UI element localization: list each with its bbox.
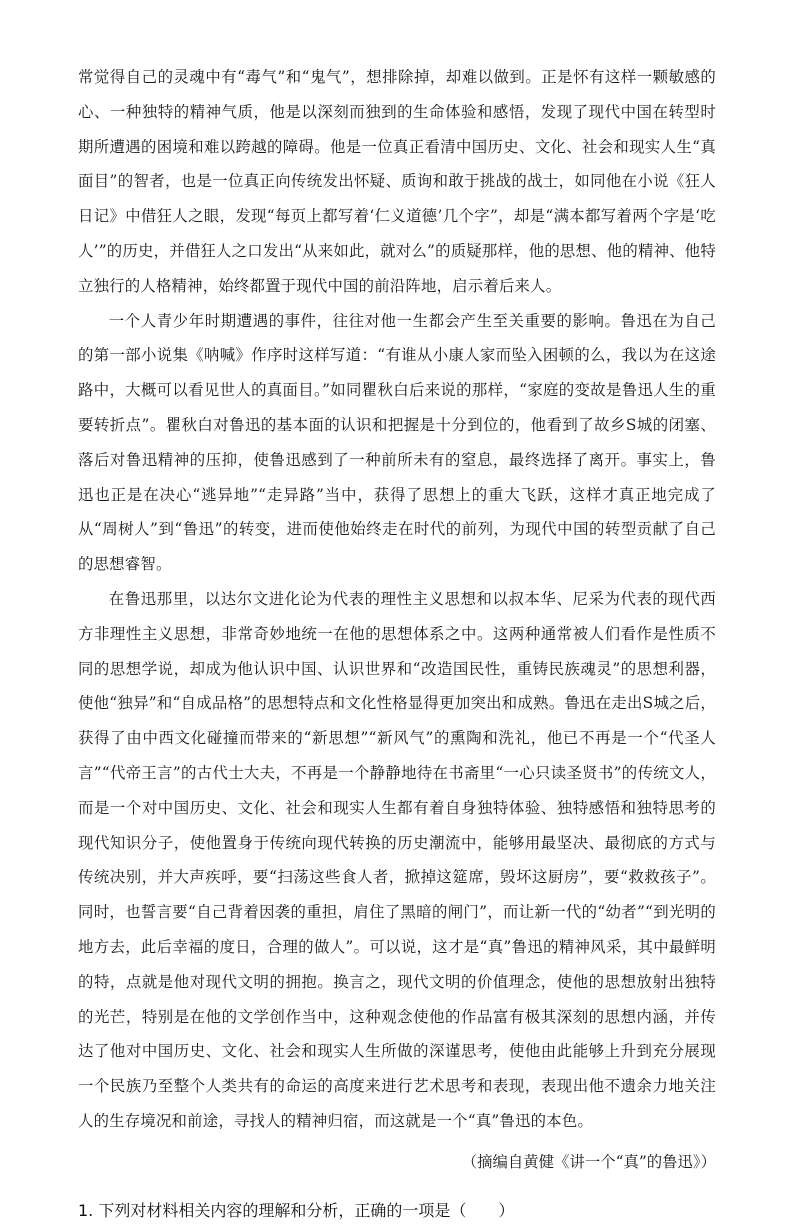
paragraph-2: 一个人青少年时期遭遇的事件，往往对他一生都会产生至关重要的影响。鲁迅在为自己的第一部小说集《呐喊》作序时这样写道：“有谁从小康人家而坠入困顿的么，我以为在这途路中，大概可以看见世人的真面目。”如同瞿秋白后来说的那样，“家庭的变故是鲁迅人生的重要转折点”。瞿秋白对鲁迅的基本面的认识和把握是十分到位的，他看到了故乡S城的闭塞、落后对鲁迅精神的压抑，使鲁迅感到了一种前所未有的窒息，最终选择了离开。事实上，鲁迅也正是在决心“逃异地”“走异路”当中，获得了思想上的重大飞跃，这样才真正地完成了从“周树人”到“鲁迅”的转变，进而使他始终走在时代的前列，为现代中国的转型贡献了自己的思想睿智。	[78, 311, 716, 574]
paragraph-1: 常觉得自己的灵魂中有“毒气”和“鬼气”，想排除掉，却难以做到。正是怀有这样一颗敏感的心、一种独特的精神气质，他是以深刻而独到的生命体验和感悟，发现了现代中国在转型时期所遭遇的困境和难以跨越的障碍。他是一位真正看清中国历史、文化、社会和现实人生“真面目”的智者，也是一位真正向传统发出怀疑、质询和敢于挑战的战士，如同他在小说《狂人日记》中借狂人之眼，发现“每页上都写着‘仁义道德’几个字”，却是“满本都写着两个字是‘吃人’”的历史，并借狂人之口发出“从来如此，就对么”的质疑那样，他的思想、他的精神、他特立独行的人格精神，始终都置于现代中国的前沿阵地，启示着后来人。	[78, 68, 716, 295]
source-citation: （摘编自黄健《讲一个“真”的鲁迅》）	[461, 1152, 716, 1171]
question-1: 1. 下列对材料相关内容的理解和分析，正确的一项是（ ）	[78, 1200, 515, 1220]
paragraph-3: 在鲁迅那里，以达尔文进化论为代表的理性主义思想和以叔本华、尼采为代表的现代西方非理性主义思想，非常奇妙地统一在他的思想体系之中。这两种通常被人们看作是性质不同的思想学说，却成为他认识中国、认识世界和“改造国民性，重铸民族魂灵”的思想利器，使他“独异”和“自成品格”的思想特点和文化性格显得更加突出和成熟。鲁迅在走出S城之后，获得了由中西文化碰撞而带来的“新思想”“新风气”的熏陶和洗礼，他已不再是一个“代圣人言”“代帝王言”的古代士大夫，不再是一个静静地待在书斋里“一心只读圣贤书”的传统文人，而是一个对中国历史、文化、社会和现实人生都有着自身独特体验、独特感悟和独特思考的现代知识分子，使他置身于传统向现代转换的历史潮流中，能够用最坚决、最彻底的方式与传统决别，并大声疾呼，要“扫荡这些食人者，掀掉这筵席，毁坏这厨房”，要“救救孩子”。同时，也誓言要“自己背着因袭的重担，肩住了黑暗的闸门”，而让新一代的“幼者”“到光明的地方去，此后幸福的度日，合理的做人”。可以说，这才是“真”鲁迅的精神风采，其中最鲜明的特，点就是他对现代文明的拥抱。换言之，现代文明的价值理念，使他的思想放射出独特的光芒，特别是在他的文学创作当中，这种观念使他的作品富有极其深刻的思想内涵，并传达了他对中国历史、文化、社会和现实人生所做的深谨思考，使他由此能够上升到充分展现一个民族乃至整个人类共有的命运的高度来进行艺术思考和表现，表现出他不遗余力地关注人的生存境况和前途，寻找人的精神归宿，而这就是一个“真”鲁迅的本色。	[78, 589, 716, 1130]
